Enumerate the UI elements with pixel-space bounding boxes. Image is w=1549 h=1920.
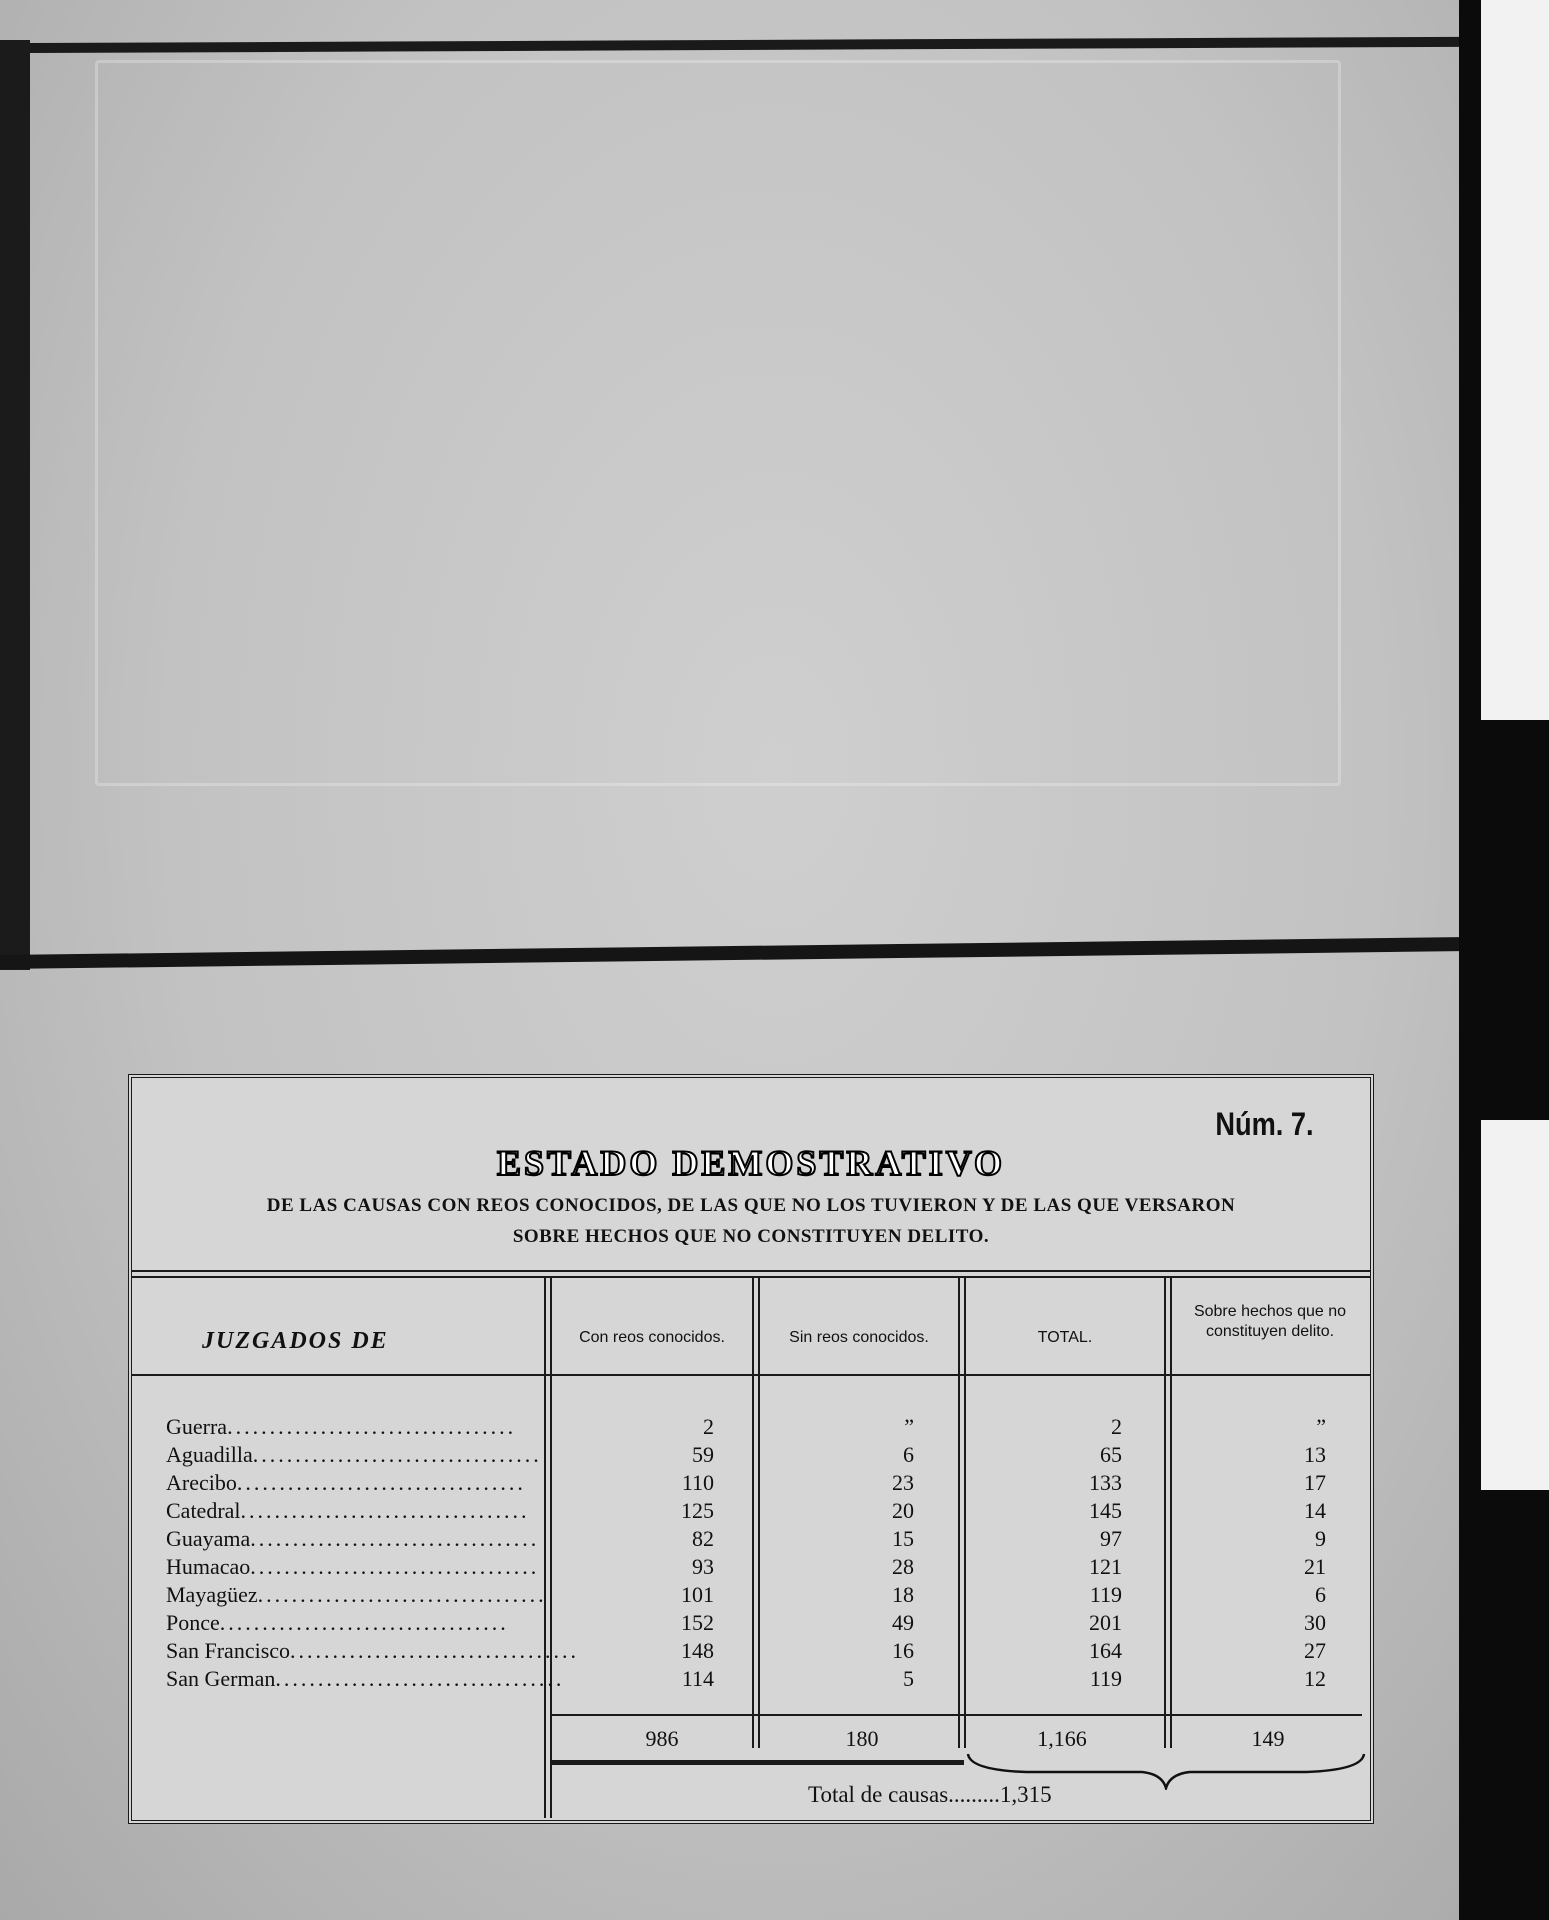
total-causas-line bbox=[808, 1782, 1052, 1808]
table-row: Catedral.................................. bbox=[166, 1498, 530, 1523]
row-label: Aguadilla bbox=[166, 1442, 253, 1467]
row-label: San Francisco bbox=[166, 1638, 291, 1663]
cell-con-reos: 114 bbox=[681, 1666, 714, 1691]
cell-sobre-hechos: 17 bbox=[1304, 1470, 1326, 1495]
cell-sobre-hechos: 21 bbox=[1304, 1554, 1326, 1579]
right-dark-block bbox=[1459, 720, 1549, 1120]
document-subtitle bbox=[152, 1190, 1350, 1252]
cell-total: 65 bbox=[1100, 1442, 1122, 1467]
header-rule-bottom bbox=[132, 1374, 1370, 1376]
cell-con-reos: 59 bbox=[692, 1442, 714, 1467]
table-row: Humacao.................................. bbox=[166, 1554, 540, 1579]
cell-con-reos: 148 bbox=[681, 1638, 714, 1663]
table-row: San Francisco.................................. bbox=[166, 1638, 580, 1663]
cell-total: 119 bbox=[1089, 1582, 1122, 1607]
cell-total: 201 bbox=[1089, 1610, 1122, 1635]
totals-thick-bar bbox=[552, 1760, 964, 1765]
cell-total: 133 bbox=[1089, 1470, 1122, 1495]
cell-con-reos: 125 bbox=[681, 1498, 714, 1523]
row-label: Guerra bbox=[166, 1414, 228, 1439]
cell-sin-reos: ” bbox=[904, 1414, 914, 1439]
table-row: Guerra.................................. bbox=[166, 1414, 517, 1439]
cell-con-reos: 2 bbox=[703, 1414, 714, 1439]
juzgados-header: JUZGADOS DE bbox=[202, 1328, 389, 1354]
total-total: 1,166 bbox=[1037, 1726, 1087, 1751]
cell-total: 145 bbox=[1089, 1498, 1122, 1523]
cell-sobre-hechos: 12 bbox=[1304, 1666, 1326, 1691]
header-sobre-hechos: Sobre hechos que no constituyen delito. bbox=[1193, 1303, 1347, 1340]
cell-con-reos: 82 bbox=[692, 1526, 714, 1551]
left-page-edge bbox=[0, 40, 30, 970]
total-con-reos: 986 bbox=[645, 1726, 679, 1751]
row-label: Mayagüez bbox=[166, 1582, 258, 1607]
table-row: Aguadilla.................................. bbox=[166, 1442, 542, 1467]
cell-sobre-hechos: ” bbox=[1316, 1414, 1326, 1439]
cell-sin-reos: 49 bbox=[892, 1610, 914, 1635]
right-dark-block-lower bbox=[1459, 1490, 1549, 1920]
col-rule-2a bbox=[752, 1278, 754, 1748]
cell-total: 164 bbox=[1089, 1638, 1122, 1663]
cell-total: 97 bbox=[1100, 1526, 1122, 1551]
row-label: San German bbox=[166, 1666, 276, 1691]
total-sobre-hechos: 149 bbox=[1251, 1726, 1285, 1751]
cell-total: 121 bbox=[1089, 1554, 1122, 1579]
row-label: Humacao bbox=[166, 1554, 251, 1579]
col-rule-3a bbox=[958, 1278, 960, 1748]
header-con-reos: Con reos conocidos. bbox=[579, 1329, 725, 1346]
table-row: Arecibo.................................. bbox=[166, 1470, 526, 1495]
cell-total: 119 bbox=[1089, 1666, 1122, 1691]
table-row: Mayagüez.................................. bbox=[166, 1582, 547, 1607]
cell-sobre-hechos: 13 bbox=[1304, 1442, 1326, 1467]
col-rule-2b bbox=[758, 1278, 760, 1748]
total-causas-value: 1,315 bbox=[999, 1782, 1052, 1807]
cell-sin-reos: 16 bbox=[892, 1638, 914, 1663]
row-label: Ponce bbox=[166, 1610, 220, 1635]
col-rule-4a bbox=[1164, 1278, 1166, 1748]
cell-con-reos: 152 bbox=[681, 1610, 714, 1635]
header-rule-top-2 bbox=[132, 1276, 1370, 1278]
document-number: Núm. 7. bbox=[1215, 1106, 1314, 1142]
row-label: Arecibo bbox=[166, 1470, 237, 1495]
leader-dots: ......... bbox=[948, 1782, 1000, 1807]
cell-sin-reos: 23 bbox=[892, 1470, 914, 1495]
cell-sobre-hechos: 9 bbox=[1315, 1526, 1326, 1551]
cell-sobre-hechos: 30 bbox=[1304, 1610, 1326, 1635]
table-row: Guayama.................................. bbox=[166, 1526, 540, 1551]
header-total: TOTAL. bbox=[1037, 1329, 1093, 1346]
cell-con-reos: 110 bbox=[681, 1470, 714, 1495]
cell-sin-reos: 28 bbox=[892, 1554, 914, 1579]
col-rule-4b bbox=[1170, 1278, 1172, 1748]
row-label: Catedral bbox=[166, 1498, 241, 1523]
row-label: Guayama bbox=[166, 1526, 251, 1551]
cell-sobre-hechos: 27 bbox=[1304, 1638, 1326, 1663]
statistics-document bbox=[128, 1074, 1374, 1824]
cell-con-reos: 93 bbox=[692, 1554, 714, 1579]
subtitle-line-1: DE LAS CAUSAS CON REOS CONOCIDOS, DE LAS QUE NO LOS TUVIERON Y DE LAS QUE VERSARON bbox=[266, 1195, 1236, 1216]
cell-sin-reos: 15 bbox=[892, 1526, 914, 1551]
header-rule-top bbox=[132, 1270, 1370, 1272]
cell-sin-reos: 5 bbox=[903, 1666, 914, 1691]
cell-sobre-hechos: 14 bbox=[1304, 1498, 1326, 1523]
cell-sin-reos: 20 bbox=[892, 1498, 914, 1523]
cell-sobre-hechos: 6 bbox=[1315, 1582, 1326, 1607]
totals-rule bbox=[552, 1714, 1362, 1716]
cell-sin-reos: 6 bbox=[903, 1442, 914, 1467]
subtitle-line-2: SOBRE HECHOS QUE NO CONSTITUYEN DELITO. bbox=[512, 1226, 990, 1247]
bleed-through-frame bbox=[95, 60, 1341, 786]
total-causas-label: Total de causas bbox=[808, 1782, 949, 1807]
document-title: ESTADO DEMOSTRATIVO bbox=[496, 1143, 1006, 1183]
total-sin-reos: 180 bbox=[845, 1726, 879, 1751]
cell-sin-reos: 18 bbox=[892, 1582, 914, 1607]
cell-total: 2 bbox=[1111, 1414, 1122, 1439]
table-row: Ponce.................................. bbox=[166, 1610, 509, 1635]
header-sin-reos: Sin reos conocidos. bbox=[789, 1329, 929, 1346]
col-rule-3b bbox=[964, 1278, 966, 1748]
cell-con-reos: 101 bbox=[681, 1582, 714, 1607]
table-row: San German.................................. bbox=[166, 1666, 565, 1691]
